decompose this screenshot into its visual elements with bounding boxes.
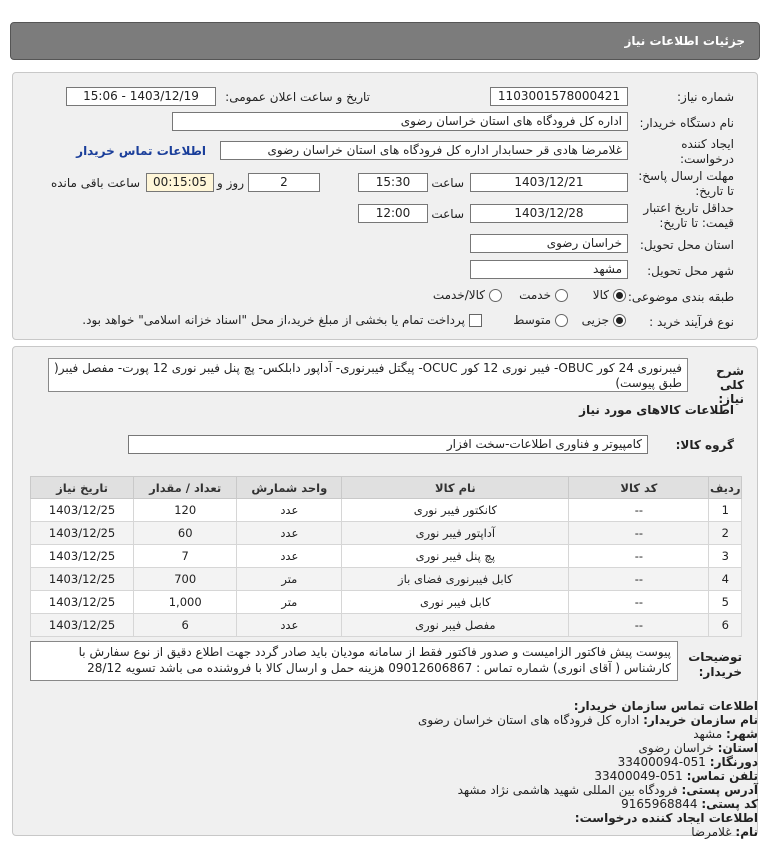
buyer-org-field: اداره کل فرودگاه های استان خراسان رضوی (172, 112, 628, 131)
validity-label-2: قیمت: تا تاریخ: (659, 216, 734, 230)
contact-org: نام سازمان خریدار: اداره کل فرودگاه های استان خراسان رضوی (417, 713, 758, 727)
cell-code: -- (569, 499, 709, 522)
cell-unit: متر (237, 591, 342, 614)
cell-quantity: 6 (134, 614, 237, 637)
cell-row-number: 2 (709, 522, 742, 545)
cell-unit: عدد (237, 499, 342, 522)
need-number-label: شماره نیاز: (677, 90, 734, 104)
cell-row-number: 1 (709, 499, 742, 522)
buyer-notes-text: پیوست پیش فاکتور الزامیست و صدور فاکتور فقط از سامانه مودیان باید صادر گردد جهت اطلاع دقیق از نوع سفارش با کارشناس ( آقای انوری) شماره تماس : 09012606867 هزینه حمل و ارسال کالا با فروشنده می باشد تسویه 28/12 (78, 645, 671, 675)
page-header (10, 22, 760, 60)
cell-quantity: 700 (134, 568, 237, 591)
cell-unit: عدد (237, 614, 342, 637)
creator-label-1: ایجاد کننده (681, 137, 734, 151)
col-header-unit: واحد شمارش (237, 477, 342, 499)
cell-unit: عدد (237, 545, 342, 568)
col-header-name: نام کالا (342, 477, 569, 499)
city-field: مشهد (470, 260, 628, 279)
validity-date-field: 1403/12/28 (470, 204, 628, 223)
province-label: استان محل تحویل: (639, 238, 734, 252)
cell-name: آداپتور فیبر نوری (342, 522, 569, 545)
deadline-label-2: تا تاریخ: (695, 184, 734, 198)
cell-quantity: 1,000 (134, 591, 237, 614)
days-label: روز و (217, 176, 244, 190)
category-option-goods-service[interactable]: کالا/خدمت (433, 288, 502, 302)
checkbox-icon[interactable] (469, 314, 482, 327)
cell-code: -- (569, 614, 709, 637)
items-table (30, 476, 742, 637)
creator-field: غلامرضا هادی قر حسابدار اداره کل فرودگاه های استان خراسان رضوی (220, 141, 628, 160)
cell-unit: متر (237, 568, 342, 591)
cell-row-number: 3 (709, 545, 742, 568)
cell-code: -- (569, 568, 709, 591)
buyer-notes-label-1: توضیحات (688, 650, 742, 664)
table-header-row (31, 477, 742, 499)
process-option-minor[interactable]: جزیی (582, 313, 626, 327)
contact-province: استان: خراسان رضوی (638, 741, 758, 755)
contact-fax: دورنگار: 051-33400094 (617, 755, 758, 769)
contact-phone: تلفن تماس: 051-33400049 (594, 769, 758, 783)
announce-label: تاریخ و ساعت اعلان عمومی: (225, 90, 370, 104)
summary-text-box (48, 358, 688, 392)
category-option-service[interactable]: خدمت (519, 288, 568, 302)
table-row (31, 568, 742, 591)
cell-code: -- (569, 545, 709, 568)
cell-unit: عدد (237, 522, 342, 545)
table-row (31, 545, 742, 568)
validity-label-1: حداقل تاریخ اعتبار (643, 201, 734, 215)
deadline-date-field: 1403/12/21 (470, 173, 628, 192)
group-field: کامپیوتر و فناوری اطلاعات-سخت افزار (128, 435, 648, 454)
cell-name: کانکتور فیبر نوری (342, 499, 569, 522)
radio-icon[interactable] (489, 289, 502, 302)
cell-row-number: 5 (709, 591, 742, 614)
cell-date: 1403/12/25 (31, 591, 134, 614)
buyer-contact-link[interactable]: اطلاعات تماس خریدار (76, 144, 206, 158)
cell-code: -- (569, 522, 709, 545)
goods-info-title: اطلاعات کالاهای مورد نیاز (579, 403, 734, 417)
table-row (31, 614, 742, 637)
cell-name: کابل فیبر نوری (342, 591, 569, 614)
creator-label-2: درخواست: (680, 152, 734, 166)
deadline-time-field: 15:30 (358, 173, 428, 192)
remaining-label: ساعت باقی مانده (50, 176, 140, 190)
contact-city: شهر: مشهد (693, 727, 758, 741)
contact-address: آدرس پستی: فرودگاه بین المللی شهید هاشمی نژاد مشهد (457, 783, 758, 797)
contact-title: اطلاعات تماس سازمان خریدار: (573, 699, 758, 713)
remaining-time-field: 00:15:05 (146, 173, 214, 192)
deadline-time-label: ساعت (431, 176, 464, 190)
cell-name: مفصل فیبر نوری (342, 614, 569, 637)
category-option-goods[interactable]: کالا (593, 288, 626, 302)
process-option-medium[interactable]: متوسط (513, 313, 568, 327)
cell-quantity: 60 (134, 522, 237, 545)
category-label: طبقه بندی موضوعی: (627, 290, 734, 304)
summary-label: شرح کلی نیاز: (716, 364, 744, 406)
radio-selected-icon[interactable] (613, 289, 626, 302)
cell-row-number: 4 (709, 568, 742, 591)
cell-date: 1403/12/25 (31, 499, 134, 522)
creator-name: نام: غلامرضا (691, 825, 758, 839)
buyer-org-label: نام دستگاه خریدار: (639, 116, 734, 130)
cell-code: -- (569, 591, 709, 614)
page-title: جزئیات اطلاعات نیاز (624, 34, 745, 48)
treasury-option[interactable]: پرداخت تمام یا بخشی از مبلغ خرید،از محل "اسناد خزانه اسلامی" خواهد بود. (82, 313, 482, 327)
table-row (31, 522, 742, 545)
cell-date: 1403/12/25 (31, 522, 134, 545)
creator-info-title: اطلاعات ایجاد کننده درخواست: (574, 811, 758, 825)
cell-quantity: 7 (134, 545, 237, 568)
cell-row-number: 6 (709, 614, 742, 637)
cell-name: کابل فیبرنوری فضای باز (342, 568, 569, 591)
group-label: گروه کالا: (675, 438, 734, 452)
cell-quantity: 120 (134, 499, 237, 522)
table-row (31, 591, 742, 614)
city-label: شهر محل تحویل: (647, 264, 734, 278)
days-field: 2 (248, 173, 320, 192)
cell-date: 1403/12/25 (31, 614, 134, 637)
radio-icon[interactable] (555, 289, 568, 302)
contact-postal: کد پستی: 9165968844 (621, 797, 758, 811)
cell-name: پچ پنل فیبر نوری (342, 545, 569, 568)
summary-text: فیبرنوری 24 کور OBUC- فیبر نوری 12 کور OCUC- پیگتل فیبرنوری- آداپور دابلکس- پچ پنل فیبر نوری 12 پورت- مفصل فیبر( طبق پیوست) (54, 361, 682, 390)
process-label: نوع فرآیند خرید : (649, 315, 734, 329)
announce-field: 1403/12/19 - 15:06 (66, 87, 216, 106)
radio-icon[interactable] (555, 314, 568, 327)
col-header-row-number: ردیف (709, 477, 742, 499)
cell-date: 1403/12/25 (31, 568, 134, 591)
deadline-label-1: مهلت ارسال پاسخ: (638, 169, 734, 183)
items-table-wrapper (30, 476, 742, 637)
need-number-field: 1103001578000421 (490, 87, 628, 106)
col-header-quantity: تعداد / مقدار (134, 477, 237, 499)
buyer-notes-box (30, 641, 678, 681)
cell-date: 1403/12/25 (31, 545, 134, 568)
col-header-code: کد کالا (569, 477, 709, 499)
buyer-notes-label-2: خریدار: (698, 665, 742, 679)
col-header-date: تاریخ نیاز (31, 477, 134, 499)
province-field: خراسان رضوی (470, 234, 628, 253)
validity-time-label: ساعت (431, 207, 464, 221)
table-row (31, 499, 742, 522)
validity-time-field: 12:00 (358, 204, 428, 223)
radio-selected-icon[interactable] (613, 314, 626, 327)
